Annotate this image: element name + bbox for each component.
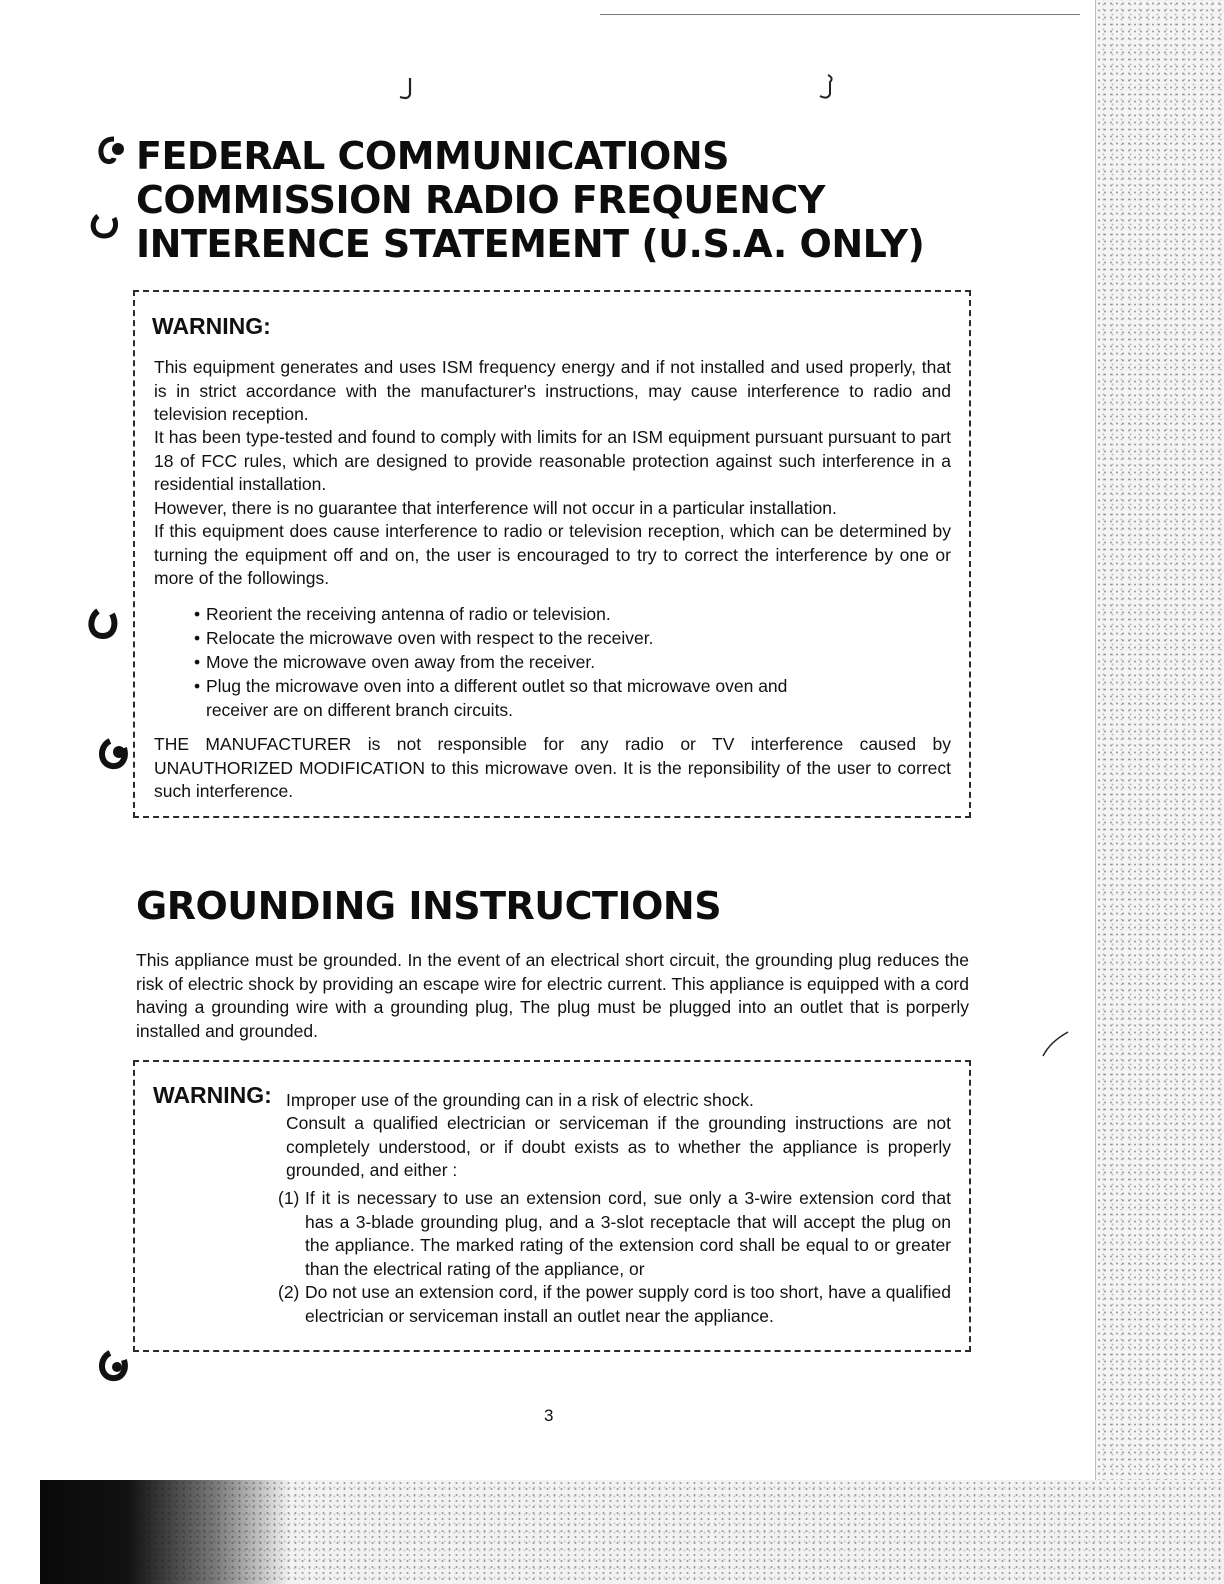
list-item-continuation: receiver are on different branch circuits.: [206, 700, 514, 720]
grounding-warning-first-line: Improper use of the grounding can in a risk of electric shock.: [286, 1090, 754, 1110]
bullet-icon: •: [194, 628, 201, 648]
grounding-warning-body: Consult a qualified electrician or serviceman if the grounding instructions are not completely understood, or if doubt exists as to whether the appliance is properly grounded, and either :: [286, 1113, 951, 1180]
list-item: [278, 1187, 951, 1281]
list-item-text: If it is necessary to use an extension cord, sue only a 3-wire extension cord that has a 3-blade grounding plug, and a 3-slot receptacle that will accept the plug on the appliance. The marked rating of the extension cord shall be equal to or greater than the electrical rating of the appliance, or: [305, 1188, 951, 1279]
list-item-text: Do not use an extension cord, if the power supply cord is too short, have a qualified electrician or serviceman install an outlet near the appliance.: [305, 1282, 951, 1326]
page-number: 3: [544, 1406, 554, 1425]
grounding-item-list: [278, 1187, 951, 1281]
fcc-warning-heading: WARNING:: [152, 313, 271, 339]
scan-bottom-shadow: [40, 1480, 290, 1584]
fcc-paragraph-1: This equipment generates and uses ISM frequency energy and if not installed and used properly, that is in strict accordance with the manufacturer's instructions, may cause interference to radio and television reception.: [154, 357, 951, 424]
pen-mark-icon: [1040, 1030, 1070, 1065]
fcc-paragraph-2: It has been type-tested and found to comply with limits for an ISM equipment pursuant pursuant to part 18 of FCC rules, which are designed to provide reasonable protection against such interference in a residential installation.: [154, 427, 951, 494]
fcc-remedy-list: [194, 602, 914, 722]
bullet-icon: •: [194, 652, 201, 672]
top-rule: [600, 14, 1080, 15]
page-title-line-2: COMMISSION RADIO FREQUENCY: [136, 178, 825, 222]
page-title: [136, 134, 1016, 266]
list-item: [194, 602, 914, 626]
bullet-icon: •: [194, 676, 201, 696]
fcc-paragraph-3: However, there is no guarantee that interference will not occur in a particular installation.: [154, 498, 837, 518]
binder-hole-icon: [96, 738, 124, 770]
binder-hole-icon: [88, 212, 116, 244]
bullet-icon: •: [194, 604, 201, 624]
binder-hole-icon: [86, 608, 114, 640]
binder-hole-icon: [96, 136, 124, 168]
grounding-paragraph: This appliance must be grounded. In the event of an electrical short circuit, the grounding plug reduces the risk of electric shock by providing an escape wire for electric current. This appliance is equipped with a cord having a grounding wire with a grounding plug, The plug must be plugged into an outlet that is porperly installed and grounded.: [136, 950, 969, 1041]
scan-edge-speckle: [1096, 0, 1224, 1584]
list-item-text: Reorient the receiving antenna of radio or television.: [206, 604, 611, 624]
grounding-warning-heading: WARNING:: [153, 1082, 272, 1108]
item-number: (1): [278, 1188, 300, 1208]
scan-mark-icon: [816, 72, 838, 108]
list-item-text: Move the microwave oven away from the receiver.: [206, 652, 596, 672]
scan-mark-icon: [396, 76, 422, 108]
grounding-title: GROUNDING INSTRUCTIONS: [136, 884, 722, 928]
list-item: [194, 650, 914, 674]
binder-hole-icon: [96, 1350, 124, 1382]
grounding-item-list: [278, 1281, 951, 1328]
fcc-manufacturer-notice: THE MANUFACTURER is not responsible for any radio or TV interference caused by UNAUTHORIZED MODIFICATION to this microwave oven. It is the reponsibility of the user to correct such interference.: [154, 734, 951, 801]
list-item: [194, 674, 914, 698]
page-title-line-1: FEDERAL COMMUNICATIONS: [136, 134, 730, 178]
list-item-text: Plug the microwave oven into a different outlet so that microwave oven and: [206, 676, 788, 696]
fcc-paragraph-4: If this equipment does cause interference to radio or television reception, which can be determined by turning the equipment off and on, the user is encouraged to try to correct the interference by one or more of the followings.: [154, 521, 951, 588]
list-item: [278, 1281, 951, 1328]
item-number: (2): [278, 1282, 300, 1302]
list-item: [194, 626, 914, 650]
page-title-line-3: INTERENCE STATEMENT (U.S.A. ONLY): [136, 222, 925, 266]
page-edge-line: [1095, 0, 1096, 1500]
list-item-text: Relocate the microwave oven with respect to the receiver.: [206, 628, 654, 648]
